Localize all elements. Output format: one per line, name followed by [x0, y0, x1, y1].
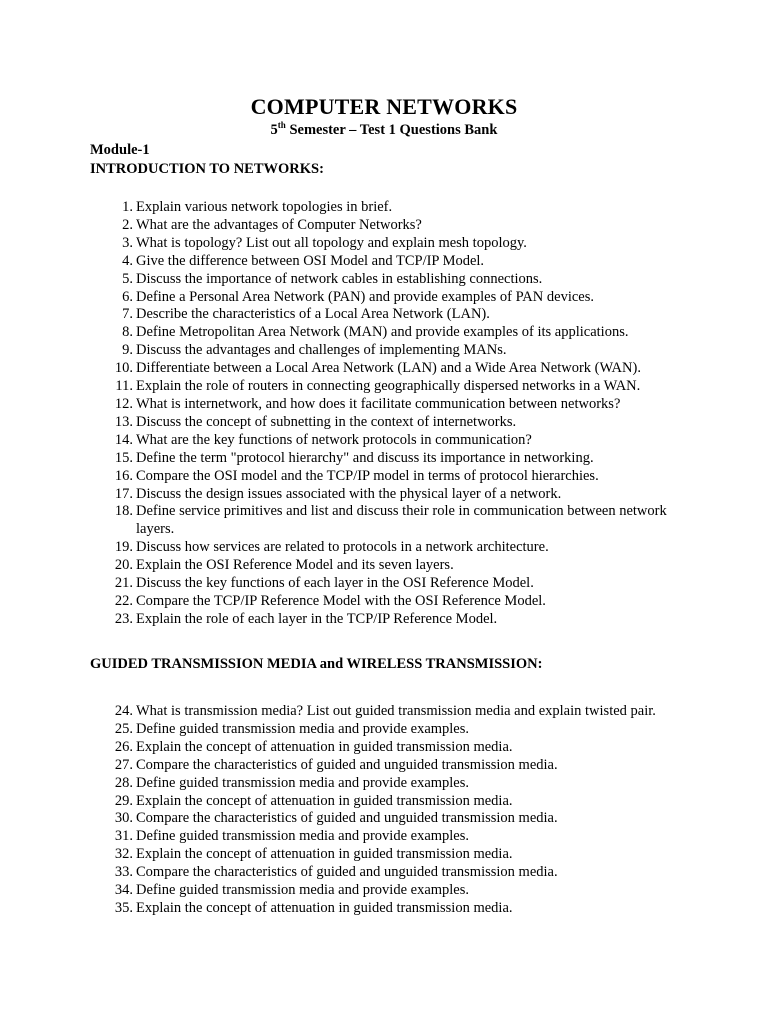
question-number: 17.	[114, 485, 133, 502]
question-number: 9.	[122, 342, 133, 359]
question-text: Explain the role of each layer in the TCP/IP Reference Model.	[136, 610, 498, 627]
question-number: 6.	[122, 288, 133, 305]
question-text: Explain the role of routers in connecting geographically dispersed networks in a WAN.	[136, 378, 641, 395]
question-number: 5.	[122, 270, 133, 287]
question-number: 11.	[115, 378, 133, 395]
question-item	[0, 450, 768, 468]
question-item	[0, 810, 768, 828]
question-text: Define guided transmission media and provide examples.	[136, 828, 470, 845]
question-text: What is topology? List out all topology and explain mesh topology.	[136, 234, 527, 251]
question-item	[0, 486, 768, 504]
question-item	[0, 432, 768, 450]
question-text: Define service primitives and list and discuss their role in communication between network layers.	[136, 503, 667, 538]
question-item	[0, 289, 768, 307]
question-item	[0, 378, 768, 396]
question-item	[0, 557, 768, 575]
question-number: 14.	[114, 431, 133, 448]
question-item	[0, 271, 768, 289]
question-text: Explain the concept of attenuation in guided transmission media.	[136, 738, 513, 755]
question-text: Describe the characteristics of a Local Area Network (LAN).	[136, 306, 490, 323]
question-text: What are the key functions of network protocols in communication?	[136, 431, 532, 448]
question-item	[0, 360, 768, 378]
question-number: 4.	[122, 252, 133, 269]
question-number: 22.	[114, 592, 133, 609]
question-item	[0, 235, 768, 253]
question-number: 2.	[122, 216, 133, 233]
question-text: Compare the TCP/IP Reference Model with the OSI Reference Model.	[136, 592, 546, 609]
question-text: Discuss the design issues associated with the physical layer of a network.	[136, 485, 562, 502]
question-number: 32.	[114, 846, 133, 863]
question-number: 30.	[114, 810, 133, 827]
question-text: Explain the concept of attenuation in guided transmission media.	[136, 899, 513, 916]
question-text: What are the advantages of Computer Networks?	[136, 216, 422, 233]
question-number: 21.	[114, 575, 133, 592]
question-number: 24.	[114, 703, 133, 719]
section-heading-transmission-media: GUIDED TRANSMISSION MEDIA and WIRELESS TRANSMISSION:	[90, 656, 543, 672]
question-number: 13.	[114, 413, 133, 430]
question-text: Define Metropolitan Area Network (MAN) and provide examples of its applications.	[136, 324, 629, 341]
question-number: 15.	[114, 449, 133, 466]
question-number: 19.	[114, 539, 133, 556]
question-item	[0, 721, 768, 739]
question-text: Define guided transmission media and provide examples.	[136, 774, 470, 791]
question-item	[0, 468, 768, 486]
question-item	[0, 703, 768, 721]
question-text: Explain various network topologies in brief.	[136, 199, 393, 215]
subtitle-text: Semester – Test 1 Questions Bank	[285, 122, 498, 138]
question-number: 20.	[114, 557, 133, 574]
question-text: Compare the OSI model and the TCP/IP model in terms of protocol hierarchies.	[136, 467, 599, 484]
question-item	[0, 900, 768, 918]
question-text: Define guided transmission media and provide examples.	[136, 882, 470, 899]
question-number: 23.	[114, 610, 133, 627]
question-text: What is internetwork, and how does it facilitate communication between networks?	[136, 395, 621, 412]
module-label: Module-1	[90, 142, 150, 158]
question-list-transmission-media	[0, 703, 768, 918]
question-item	[0, 882, 768, 900]
question-number: 12.	[114, 395, 133, 412]
question-text: Discuss how services are related to protocols in a network architecture.	[136, 539, 549, 556]
question-item	[0, 217, 768, 235]
subtitle-ordinal-suffix: th	[277, 120, 286, 130]
question-item	[0, 503, 768, 539]
question-item	[0, 199, 768, 217]
question-item	[0, 253, 768, 271]
question-number: 10.	[114, 360, 133, 377]
question-text: Compare the characteristics of guided and unguided transmission media.	[136, 810, 558, 827]
question-item	[0, 539, 768, 557]
question-number: 28.	[114, 774, 133, 791]
question-number: 7.	[122, 306, 133, 323]
question-text: Define the term "protocol hierarchy" and discuss its importance in networking.	[136, 449, 594, 466]
question-text: Discuss the concept of subnetting in the context of internetworks.	[136, 413, 517, 430]
question-text: Explain the concept of attenuation in guided transmission media.	[136, 846, 513, 863]
question-item	[0, 593, 768, 611]
question-number: 27.	[114, 756, 133, 773]
question-text: Explain the OSI Reference Model and its seven layers.	[136, 557, 454, 574]
question-text: Differentiate between a Local Area Network (LAN) and a Wide Area Network (WAN).	[136, 360, 641, 377]
question-list-introduction	[0, 199, 768, 629]
question-text: What is transmission media? List out guided transmission media and explain twisted pair.	[136, 703, 656, 719]
question-item	[0, 775, 768, 793]
question-item	[0, 846, 768, 864]
question-item	[0, 828, 768, 846]
subtitle-number: 5	[270, 122, 278, 138]
question-number: 25.	[114, 720, 133, 737]
question-text: Explain the concept of attenuation in guided transmission media.	[136, 792, 513, 809]
question-number: 33.	[114, 864, 133, 881]
page-title: COMPUTER NETWORKS	[250, 94, 518, 119]
question-number: 34.	[114, 882, 133, 899]
question-item	[0, 864, 768, 882]
question-item	[0, 575, 768, 593]
question-item	[0, 611, 768, 629]
question-number: 8.	[122, 324, 133, 341]
question-number: 3.	[122, 234, 133, 251]
question-item	[0, 396, 768, 414]
section-heading-introduction: INTRODUCTION TO NETWORKS:	[90, 161, 324, 177]
question-text: Give the difference between OSI Model and TCP/IP Model.	[136, 252, 485, 269]
question-number: 18.	[114, 503, 133, 520]
question-item	[0, 306, 768, 324]
question-item	[0, 414, 768, 432]
question-text: Define a Personal Area Network (PAN) and provide examples of PAN devices.	[136, 288, 594, 305]
question-item	[0, 739, 768, 757]
question-number: 29.	[114, 792, 133, 809]
question-item	[0, 324, 768, 342]
question-number: 1.	[122, 199, 133, 215]
question-number: 16.	[114, 467, 133, 484]
page-subtitle	[0, 122, 768, 139]
question-item	[0, 342, 768, 360]
question-number: 31.	[114, 828, 133, 845]
question-text: Discuss the importance of network cables in establishing connections.	[136, 270, 543, 287]
question-number: 35.	[114, 899, 133, 916]
question-item	[0, 793, 768, 811]
question-text: Compare the characteristics of guided and unguided transmission media.	[136, 756, 558, 773]
question-text: Discuss the advantages and challenges of implementing MANs.	[136, 342, 507, 359]
question-text: Compare the characteristics of guided and unguided transmission media.	[136, 864, 558, 881]
question-item	[0, 757, 768, 775]
question-text: Discuss the key functions of each layer in the OSI Reference Model.	[136, 575, 534, 592]
question-text: Define guided transmission media and provide examples.	[136, 720, 470, 737]
question-number: 26.	[114, 738, 133, 755]
